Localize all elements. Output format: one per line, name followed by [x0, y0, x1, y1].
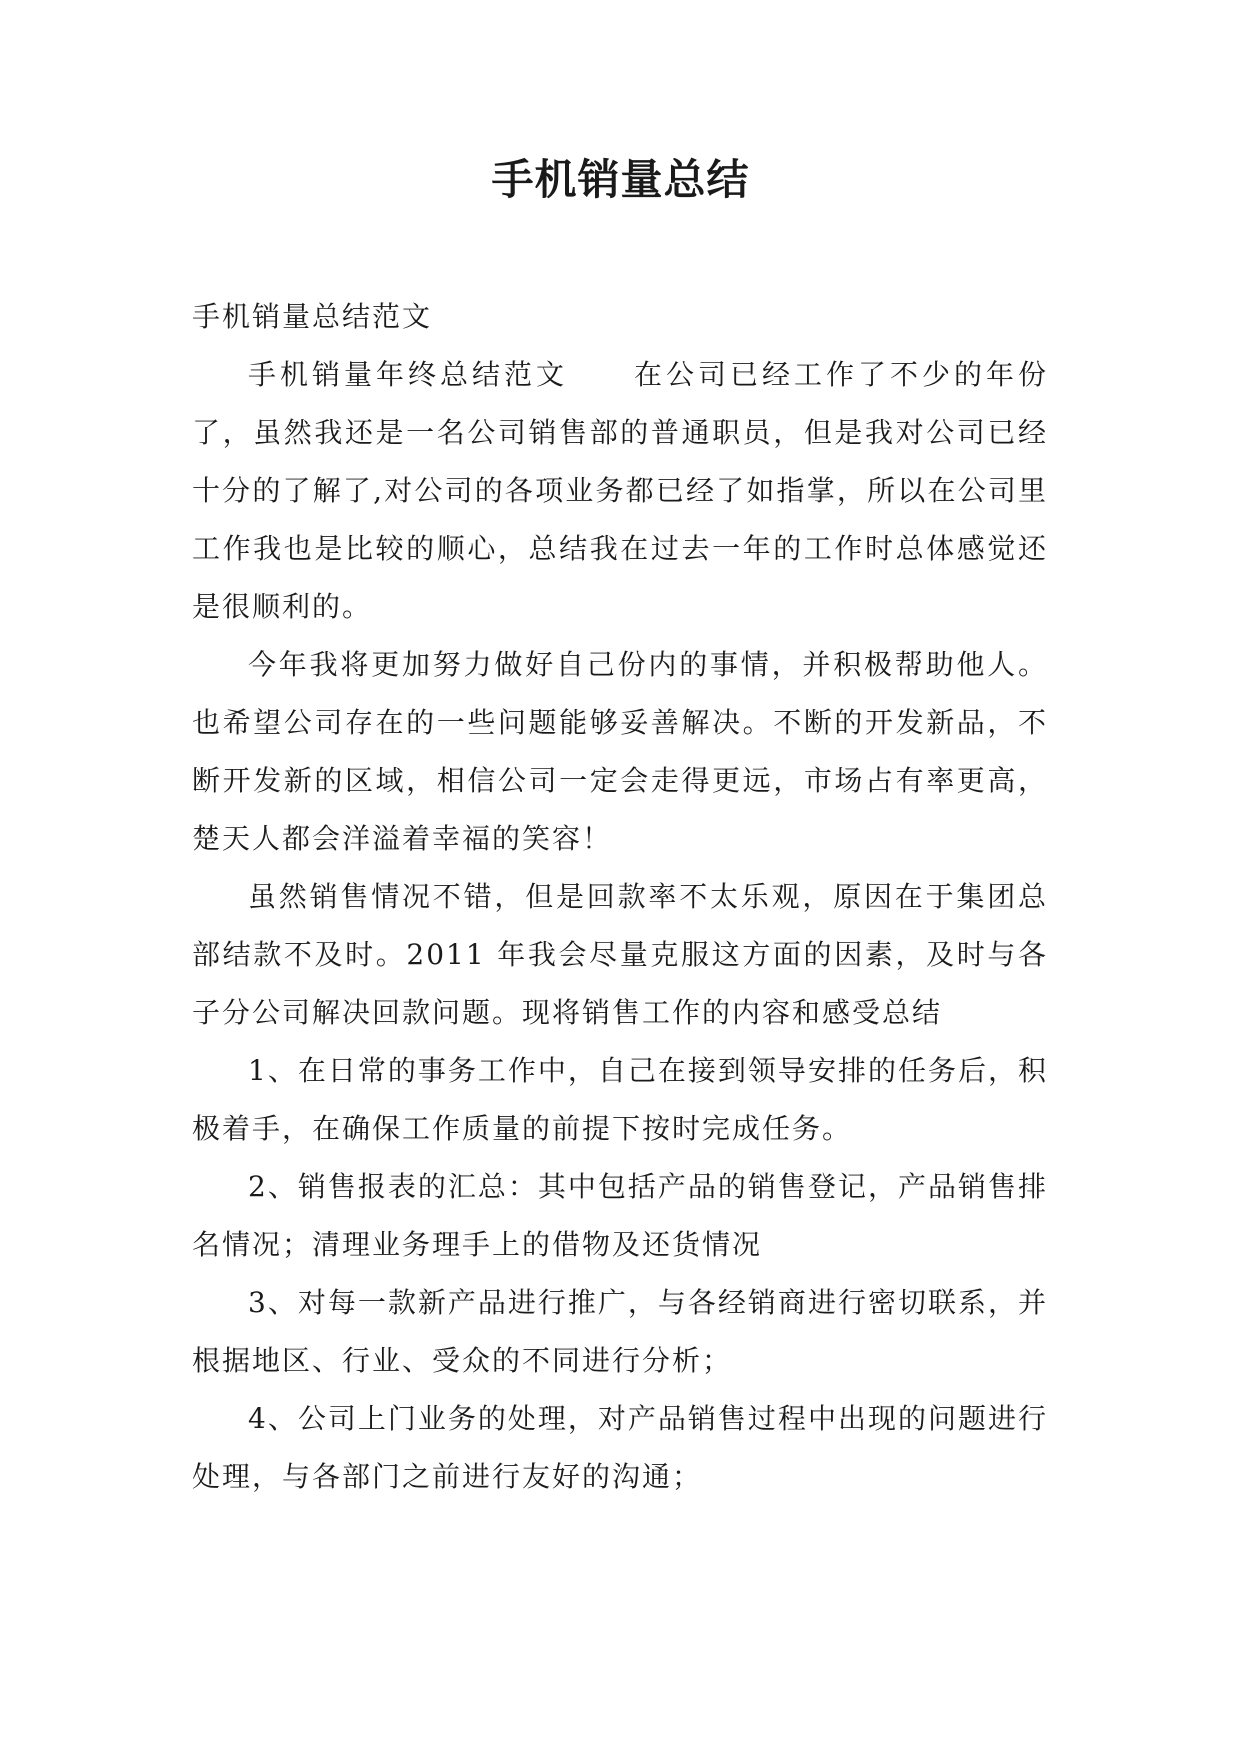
document-body [192, 288, 1048, 1506]
list-item-4: 4、公司上门业务的处理，对产品销售过程中出现的问题进行处理，与各部门之前进行友好的沟通； [192, 1402, 1048, 1493]
list-item-3: 3、对每一款新产品进行推广，与各经销商进行密切联系，并根据地区、行业、受众的不同进行分析； [192, 1286, 1048, 1377]
paragraph-1 [192, 346, 1048, 636]
paragraph-2: 今年我将更加努力做好自己份内的事情，并积极帮助他人。也希望公司存在的一些问题能够妥善解决。不断的开发新品，不断开发新的区域，相信公司一定会走得更远，市场占有率更高，楚天人都会洋溢着幸福的笑容！ [192, 648, 1048, 855]
list-item-1: 1、在日常的事务工作中，自己在接到领导安排的任务后，积极着手，在确保工作质量的前提下按时完成任务。 [192, 1054, 1048, 1145]
paragraph-3: 虽然销售情况不错，但是回款率不太乐观，原因在于集团总部结款不及时。2011 年我会尽量克服这方面的因素，及时与各子分公司解决回款问题。现将销售工作的内容和感受总结 [192, 880, 1048, 1029]
paragraph-1-text: 在公司已经工作了不少的年份了，虽然我还是一名公司销售部的普通职员，但是我对公司已经十分的了解了,对公司的各项业务都已经了如指掌，所以在公司里工作我也是比较的顺心，总结我在过去一年的工作时总体感觉还是很顺利的。 [192, 358, 1048, 623]
list-item-2: 2、销售报表的汇总：其中包括产品的销售登记，产品销售排名情况；清理业务理手上的借物及还货情况 [192, 1170, 1048, 1261]
paragraph-1-lead: 手机销量年终总结范文 [248, 358, 568, 391]
document-subtitle: 手机销量总结范文 [192, 300, 433, 333]
document-title: 手机销量总结 [491, 155, 750, 204]
